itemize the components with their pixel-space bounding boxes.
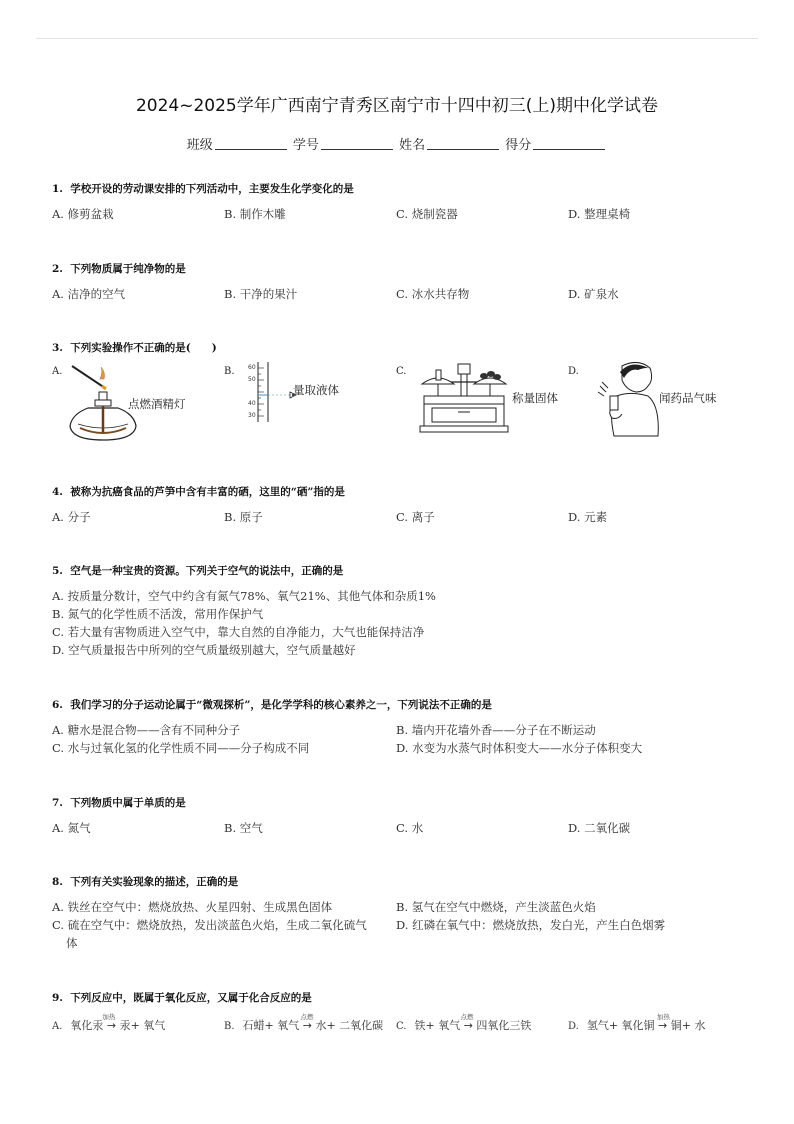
- question-7: [52, 795, 752, 835]
- option-c[interactable]: C. 铁+ 氧气 点燃 → 四氧化三铁: [396, 1013, 532, 1032]
- option-d[interactable]: D. 二氧化碳: [568, 821, 631, 835]
- question-stem: 4. 被称为抗癌食品的芦笋中含有丰富的硒，这里的“硒”指的是: [52, 486, 345, 498]
- option-c[interactable]: C. 水: [396, 821, 424, 835]
- name-label: 姓名: [399, 138, 426, 153]
- question-4: [52, 484, 752, 524]
- option-a[interactable]: A. 糖水是混合物——含有不同种分子: [52, 723, 241, 737]
- option-b[interactable]: B. 干净的果汁: [224, 287, 298, 301]
- option-d[interactable]: D. 矿泉水: [568, 287, 619, 301]
- option-b[interactable]: B. 石蜡+ 氧气 点燃 → 水+ 二氧化碳: [224, 1013, 384, 1032]
- name-blank[interactable]: [427, 137, 499, 150]
- question-stem: 3. 下列实验操作不正确的是( ): [52, 342, 217, 354]
- question-5: [52, 563, 752, 657]
- option-c[interactable]: C. 烧制瓷器: [396, 207, 458, 221]
- smelling-figure: [588, 358, 664, 438]
- option-d[interactable]: D. 空气质量报告中所列的空气质量级别越大，空气质量越好: [52, 643, 356, 657]
- option-b[interactable]: B. 制作木雕: [224, 207, 286, 221]
- option-b[interactable]: B. 墙内开花墙外香——分子在不断运动: [396, 723, 596, 737]
- option-c[interactable]: C. 若大量有害物质进入空气中，靠大自然的自净能力，大气也能保持洁净: [52, 625, 425, 639]
- balance-figure: [414, 360, 514, 436]
- option-d[interactable]: D. 红磷在氧气中：燃烧放热，发白光，产生白色烟雾: [396, 918, 666, 932]
- figure-label-lamp: 点燃酒精灯: [128, 397, 186, 411]
- option-c[interactable]: C.: [396, 366, 407, 377]
- option-d[interactable]: D. 氢气+ 氧化铜 加热 → 铜+ 水: [568, 1013, 706, 1032]
- question-2: [52, 261, 752, 301]
- option-a[interactable]: A.: [52, 366, 63, 377]
- question-1: [52, 181, 752, 221]
- score-label: 得分: [505, 138, 532, 153]
- option-b[interactable]: B. 空气: [224, 821, 263, 835]
- question-3: 3. 下列实验操作不正确的是( ) A. B. C. D. 点燃酒精灯 60 50 40 30 量取液体 称量固体 闻药品气味: [52, 340, 752, 440]
- option-d[interactable]: D. 整理桌椅: [568, 207, 631, 221]
- question-stem: 7. 下列物质中属于单质的是: [52, 797, 186, 809]
- option-b[interactable]: B. 氮气的化学性质不活泼，常用作保护气: [52, 607, 264, 621]
- option-c-continued: 体: [66, 936, 78, 950]
- question-stem: 6. 我们学习的分子运动论属于“微观探析”，是化学学科的核心素养之一，下列说法不正确的是: [52, 699, 492, 711]
- class-blank[interactable]: [215, 137, 287, 150]
- option-a[interactable]: A. 按质量分数计，空气中约含有氮气78%、氧气21%、其他气体和杂质1%: [52, 589, 436, 603]
- option-a[interactable]: A. 修剪盆栽: [52, 207, 114, 221]
- question-stem: 9. 下列反应中，既属于氧化反应，又属于化合反应的是: [52, 992, 312, 1004]
- question-8: [52, 874, 752, 950]
- option-d[interactable]: D. 元素: [568, 510, 608, 524]
- student-info-row: [0, 134, 794, 153]
- header-rule: [36, 38, 758, 39]
- figure-label-cylinder: 量取液体: [293, 383, 339, 397]
- figure-label-balance: 称量固体: [512, 391, 558, 405]
- figure-label-smell: 闻药品气味: [659, 391, 717, 405]
- option-b[interactable]: B.: [224, 366, 235, 377]
- score-blank[interactable]: [533, 137, 605, 150]
- question-6: [52, 697, 752, 755]
- question-stem: 5. 空气是一种宝贵的资源。下列关于空气的说法中，正确的是: [52, 565, 344, 577]
- option-c[interactable]: C. 离子: [396, 510, 435, 524]
- page-title: 2024~2025学年广西南宁青秀区南宁市十四中初三(上)期中化学试卷: [135, 96, 659, 116]
- option-a[interactable]: A. 氧化汞 加热 → 汞+ 氧气: [52, 1013, 166, 1032]
- option-a[interactable]: A. 洁净的空气: [52, 287, 126, 301]
- question-stem: 8. 下列有关实验现象的描述，正确的是: [52, 876, 239, 888]
- option-a[interactable]: A. 分子: [52, 510, 91, 524]
- option-b[interactable]: B. 原子: [224, 510, 263, 524]
- number-label: 学号: [292, 138, 319, 153]
- option-a[interactable]: A. 氮气: [52, 821, 91, 835]
- option-c[interactable]: C. 水与过氧化氢的化学性质不同——分子构成不同: [52, 741, 310, 755]
- option-d[interactable]: D. 水变为水蒸气时体积变大——水分子体积变大: [396, 741, 643, 755]
- number-blank[interactable]: [321, 137, 393, 150]
- option-c[interactable]: C. 硫在空气中：燃烧放热，发出淡蓝色火焰，生成二氧化硫气: [52, 918, 367, 932]
- question-9: [52, 990, 752, 1032]
- question-stem: 2. 下列物质属于纯净物的是: [52, 263, 186, 275]
- class-label: 班级: [186, 138, 213, 153]
- question-stem: 1. 学校开设的劳动课安排的下列活动中，主要发生化学变化的是: [52, 183, 354, 195]
- option-b[interactable]: B. 氢气在空气中燃烧，产生淡蓝色火焰: [396, 900, 596, 914]
- option-c[interactable]: C. 冰水共存物: [396, 287, 470, 301]
- option-a[interactable]: A. 铁丝在空气中：燃烧放热、火星四射、生成黑色固体: [52, 900, 333, 914]
- option-d[interactable]: D.: [568, 366, 579, 377]
